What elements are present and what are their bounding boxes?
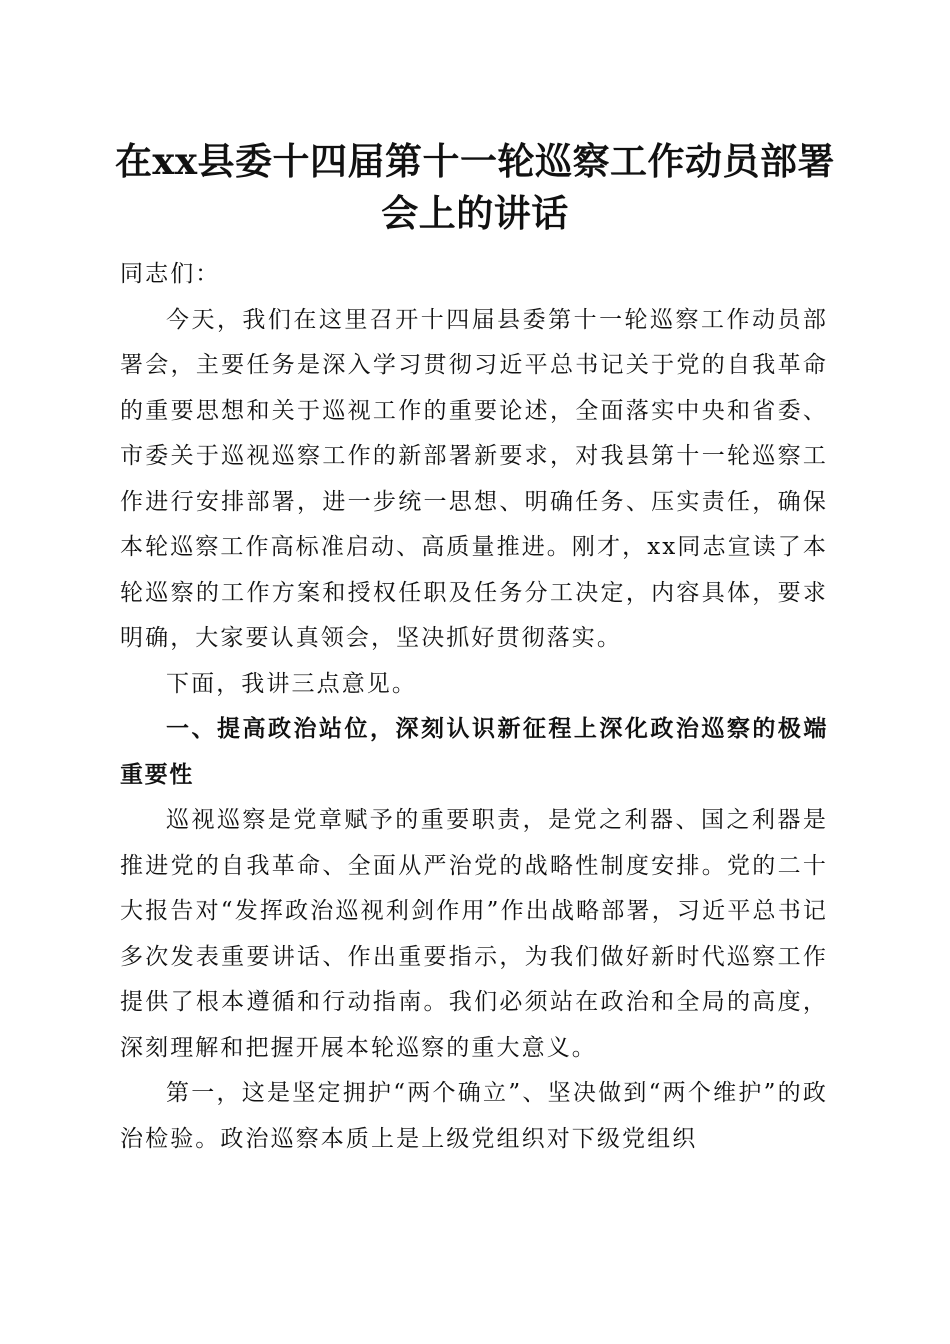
section-heading: 一、提高政治站位，深刻认识新征程上深化政治巡察的极端重要性 (120, 716, 828, 788)
document-body (120, 252, 828, 1162)
salutation: 同志们： (120, 261, 221, 287)
paragraph-section-2: 第一，这是坚定拥护“两个确立”、坚决做到“两个维护”的政治检验。政治巡察本质上是上级党组织对下级党组织 (120, 1080, 828, 1152)
document-title: 在xx县委十四届第十一轮巡察工作动员部署会上的讲话 (114, 139, 836, 235)
paragraph-intro: 今天，我们在这里召开十四届县委第十一轮巡察工作动员部署会，主要任务是深入学习贯彻习近平总书记关于党的自我革命的重要思想和关于巡视工作的重要论述，全面落实中央和省委、市委关于巡视巡察工作的新部署新要求，对我县第十一轮巡察工作进行安排部署，进一步统一思想、明确任务、压实责任，确保本轮巡察工作高标准启动、高质量推进。刚才，xx同志宣读了本轮巡察的工作方案和授权任职及任务分工决定，内容具体，要求明确，大家要认真领会，坚决抓好贯彻落实。 (120, 306, 828, 651)
paragraph-section-1: 巡视巡察是党章赋予的重要职责，是党之利器、国之利器是推进党的自我革命、全面从严治党的战略性制度安排。党的二十大报告对“发挥政治巡视利剑作用”作出战略部署，习近平总书记多次发表重要讲话、作出重要指示，为我们做好新时代巡察工作提供了根本遵循和行动指南。我们必须站在政治和全局的高度，深刻理解和把握开展本轮巡察的重大意义。 (120, 807, 828, 1061)
paragraph-outline: 下面，我讲三点意见。 (166, 670, 417, 697)
